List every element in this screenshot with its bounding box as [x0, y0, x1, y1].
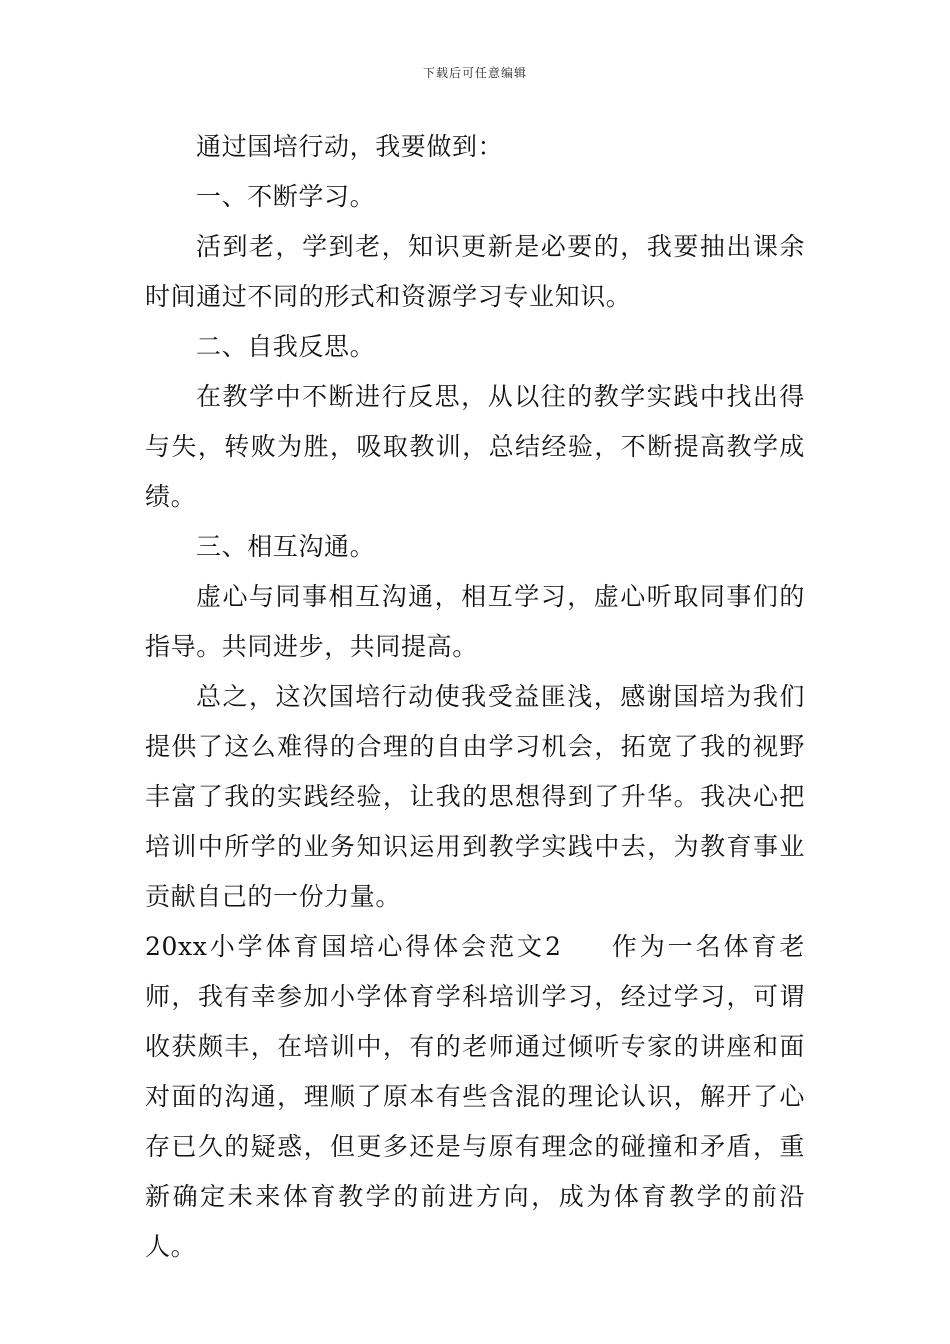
- heading-1: 一、不断学习。: [196, 182, 376, 211]
- section-2-body: 作为一名体育老师，我有幸参加小学体育学科培训学习，经过学习，可谓收获颇丰，在培训中，有的老师通过倾听专家的讲座和面对面的沟通，理顺了原本有些含混的理论认识，解开了心存已久的疑惑，但更多还是与原有理念的碰撞和矛盾，重新确定未来体育教学的前进方向，成为体育教学的前沿人。: [145, 932, 805, 1261]
- page-header-note: 下载后可任意编辑: [422, 66, 527, 80]
- paragraph-2: 在教学中不断进行反思，从以往的教学实践中找出得与失，转败为胜，吸取教训，总结经验，不断提高教学成绩。: [145, 382, 805, 511]
- paragraph-3: 虚心与同事相互沟通，相互学习，虚心听取同事们的指导。共同进步，共同提高。: [145, 582, 805, 661]
- document-body: [145, 122, 805, 1272]
- paragraph-conclusion: 总之，这次国培行动使我受益匪浅，感谢国培为我们提供了这么难得的合理的自由学习机会，拓宽了我的视野丰富了我的实践经验，让我的思想得到了升华。我决心把培训中所学的业务知识运用到教学实践中去，为教育事业贡献自己的一份力量。: [145, 682, 805, 911]
- paragraph-1: 活到老，学到老，知识更新是必要的，我要抽出课余时间通过不同的形式和资源学习专业知识。: [145, 232, 805, 311]
- heading-3: 三、相互沟通。: [196, 532, 376, 561]
- section-2-title: 20xx小学体育国培心得体会范文2: [145, 932, 562, 961]
- paragraph-intro: 通过国培行动，我要做到：: [196, 132, 504, 161]
- section-2-paragraph: [145, 922, 805, 1272]
- heading-2: 二、自我反思。: [196, 332, 376, 361]
